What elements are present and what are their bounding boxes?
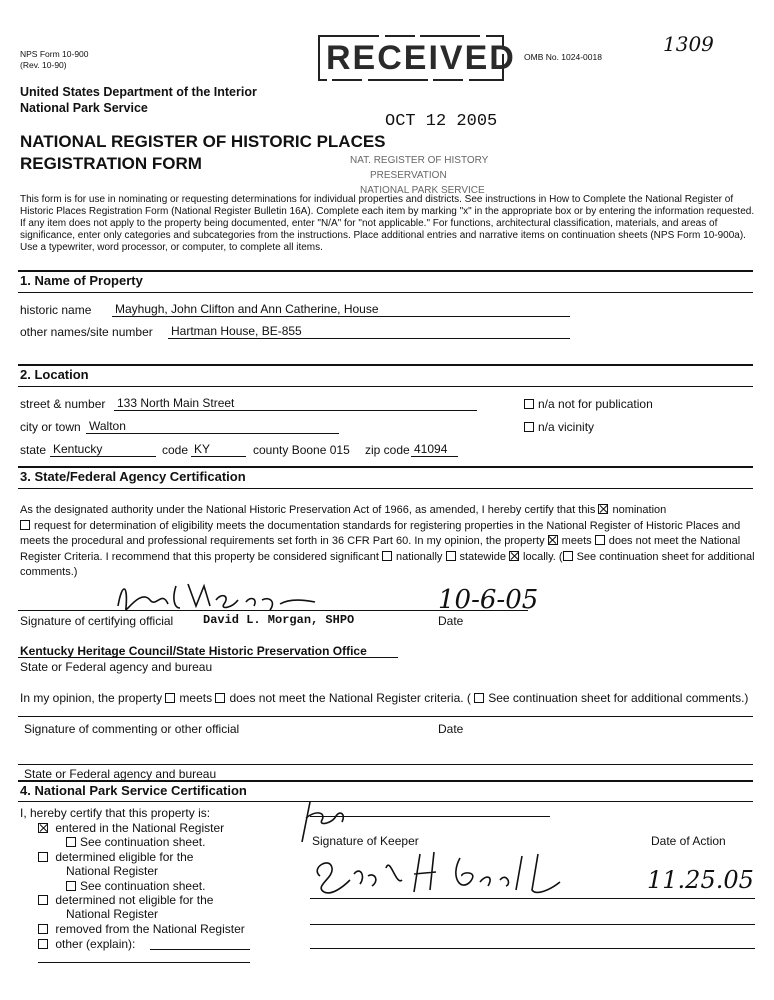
other-checkbox[interactable] [38, 939, 48, 949]
section-4-header [18, 780, 753, 802]
not-for-publication-label: n/a not for publication [538, 397, 653, 411]
section-3-header [18, 466, 753, 489]
entered-continuation-checkbox[interactable] [66, 837, 76, 847]
keeper-line-2 [310, 924, 755, 925]
department-name: United States Department of the Interior [20, 85, 257, 99]
received-stamp [318, 35, 518, 87]
state-code-field[interactable]: KY [191, 442, 246, 457]
keeper-top-line [310, 816, 550, 817]
eligible-option[interactable] [38, 850, 193, 864]
state-label: state [20, 443, 47, 457]
commenting-signature-line [18, 716, 753, 717]
certifying-agency-label: State or Federal agency and bureau [20, 660, 213, 674]
street-label: street & number [20, 397, 106, 411]
meets-checkbox[interactable] [548, 535, 558, 545]
page-number-handwritten: 1309 [663, 32, 714, 56]
other-explain-line-1[interactable] [150, 949, 250, 950]
omb-number: OMB No. 1024-0018 [524, 52, 602, 62]
form-title: NATIONAL REGISTER OF HISTORIC PLACES [20, 132, 386, 151]
street-field[interactable]: 133 North Main Street [114, 396, 477, 411]
county-text: county Boone 015 [253, 443, 350, 457]
nationally-checkbox[interactable] [382, 551, 392, 561]
entered-continuation-option[interactable] [66, 835, 205, 849]
opinion-text-1: In my opinion, the property [20, 691, 163, 705]
locally-checkbox[interactable] [509, 551, 519, 561]
commenting-date-label: Date [438, 722, 464, 736]
not-eligible-label-2: National Register [66, 907, 159, 921]
stamp-date: OCT 12 2005 [385, 112, 498, 131]
opinion-meets-label: meets [179, 691, 213, 705]
vicinity-label: n/a vicinity [538, 420, 595, 434]
keeper-line-3 [310, 948, 755, 949]
cert-text-1: As the designated authority under the National Historic Preservation Act of 1966, as amended, I hereby certify that this [20, 504, 596, 516]
eligible-label: determined eligible for the [55, 850, 194, 864]
commenting-signature-label: Signature of commenting or other official [24, 722, 240, 736]
determination-checkbox[interactable] [20, 520, 30, 530]
commenting-agency-label: State or Federal agency and bureau [24, 767, 217, 781]
continuation-text-3: See continuation sheet for additional comments.) [20, 550, 755, 578]
eligible-continuation-checkbox[interactable] [66, 881, 76, 891]
section-4-title: 4. National Park Service Certification [20, 783, 247, 798]
not-for-publication-checkbox[interactable] [524, 399, 534, 409]
date-of-action-handwritten: 11.25.05 [647, 866, 754, 894]
vicinity-checkbox[interactable] [524, 422, 534, 432]
eligible-continuation-option[interactable] [66, 879, 205, 893]
certifying-date-label: Date [438, 614, 464, 628]
state-field[interactable]: Kentucky [50, 442, 156, 457]
stamp-line-3: NATIONAL PARK SERVICE [360, 185, 485, 196]
not-for-publication-option[interactable] [524, 397, 653, 411]
statewide-checkbox[interactable] [446, 551, 456, 561]
nps-cert-intro: I, hereby certify that this property is: [20, 806, 211, 820]
eligible-continuation-label: See continuation sheet. [80, 879, 206, 893]
other-label: other (explain): [55, 937, 136, 951]
section-2-header [18, 364, 753, 387]
form-revision: (Rev. 10-90) [20, 60, 67, 70]
other-option[interactable] [38, 937, 135, 951]
section-1-title: 1. Name of Property [20, 273, 143, 288]
opinion-does-not-meet-checkbox[interactable] [215, 693, 225, 703]
entered-continuation-label: See continuation sheet. [80, 835, 206, 849]
commenting-agency-line [18, 764, 753, 765]
removed-label: removed from the National Register [55, 922, 245, 936]
section-1-header [18, 270, 753, 293]
entered-checkbox[interactable] [38, 823, 48, 833]
date-of-action-label: Date of Action [651, 834, 726, 848]
historic-name-label: historic name [20, 303, 92, 317]
other-names-label: other names/site number [20, 325, 153, 339]
stamp-line-2: PRESERVATION [370, 170, 447, 181]
agency-name: National Park Service [20, 101, 148, 115]
keeper-signature [310, 846, 590, 902]
nomination-label: nomination [612, 504, 667, 516]
eligible-checkbox[interactable] [38, 852, 48, 862]
form-number: NPS Form 10-900 [20, 49, 89, 59]
certification-statement [20, 503, 755, 581]
opinion-meets-checkbox[interactable] [165, 693, 175, 703]
city-field[interactable]: Walton [86, 419, 339, 434]
zip-field[interactable]: 41094 [411, 442, 458, 457]
nomination-checkbox[interactable] [598, 504, 608, 514]
entered-label: entered in the National Register [55, 821, 225, 835]
not-eligible-checkbox[interactable] [38, 895, 48, 905]
certifying-agency-value: Kentucky Heritage Council/State Historic Preservation Office [20, 644, 367, 658]
see-continuation-checkbox-3[interactable] [563, 551, 573, 561]
not-eligible-label: determined not eligible for the [55, 893, 214, 907]
historic-name-field[interactable]: Mayhugh, John Clifton and Ann Catherine, House [112, 302, 570, 317]
section-3-title: 3. State/Federal Agency Certification [20, 469, 246, 484]
statewide-label: statewide [459, 550, 506, 563]
cert-text-3: does not meet the National Register Criteria. I recommend that this property be considered significant [20, 535, 741, 563]
removed-checkbox[interactable] [38, 924, 48, 934]
section-2-title: 2. Location [20, 367, 89, 382]
keeper-signature-label: Signature of Keeper [312, 834, 419, 848]
cert-text-2: request for determination of eligibility meets the documentation standards for registering properties in the National Register of Historic Places and meets the procedural and professional requirements set forth in 36 CFR Part 60. In my opinion, the property [20, 519, 741, 547]
other-names-field[interactable]: Hartman House, BE-855 [168, 324, 570, 339]
opinion-continuation-checkbox[interactable] [474, 693, 484, 703]
nationally-label: nationally [395, 550, 443, 563]
stamp-line-1: NAT. REGISTER OF HISTORY [350, 155, 489, 166]
eligible-label-2: National Register [66, 864, 159, 878]
keeper-line-1 [310, 898, 755, 899]
entered-option[interactable] [38, 821, 224, 835]
stamp-received-text: RECEIVED [326, 39, 516, 77]
other-explain-line-2[interactable] [38, 962, 250, 963]
locally-label: locally. ( [523, 550, 563, 563]
certifying-date-handwritten: 10-6-05 [438, 585, 539, 615]
zip-label: zip code [365, 443, 410, 457]
opinion-text-2: does not meet the National Register criteria. ( [229, 691, 471, 705]
code-label: code [162, 443, 189, 457]
certifying-signature-label: Signature of certifying official [20, 614, 174, 628]
meets-label: meets [561, 535, 592, 547]
form-subtitle: REGISTRATION FORM [20, 154, 202, 173]
certifying-agency-line [18, 657, 398, 658]
opinion-text-3: See continuation sheet for additional comments.) [488, 691, 749, 705]
does-not-meet-checkbox[interactable] [595, 535, 605, 545]
vicinity-option[interactable] [524, 420, 594, 434]
certifying-official-name: David L. Morgan, SHPO [203, 613, 355, 627]
removed-option[interactable] [38, 922, 245, 936]
opinion-statement [20, 691, 748, 705]
not-eligible-option[interactable] [38, 893, 213, 907]
form-instructions: This form is for use in nominating or requesting determinations for individual properties and districts. See instructions in How to Complete the National Register of Historic Places Registration Form (National Register Bulletin 16A). Complete each item by marking "x" in the appropriate box or by entering the information requested. If any item does not apply to the property being documented, enter "N/A" for "not applicable." For functions, architectural classification, materials, and areas of significance, enter only categories and subcategories from the instructions. Place additional entries and narrative items on continuation sheets (NPS Form 10-900a). Use a typewriter, word processor, or computer, to complete all items. [20, 194, 755, 253]
certifying-signature-line [18, 610, 528, 611]
city-label: city or town [20, 420, 81, 434]
